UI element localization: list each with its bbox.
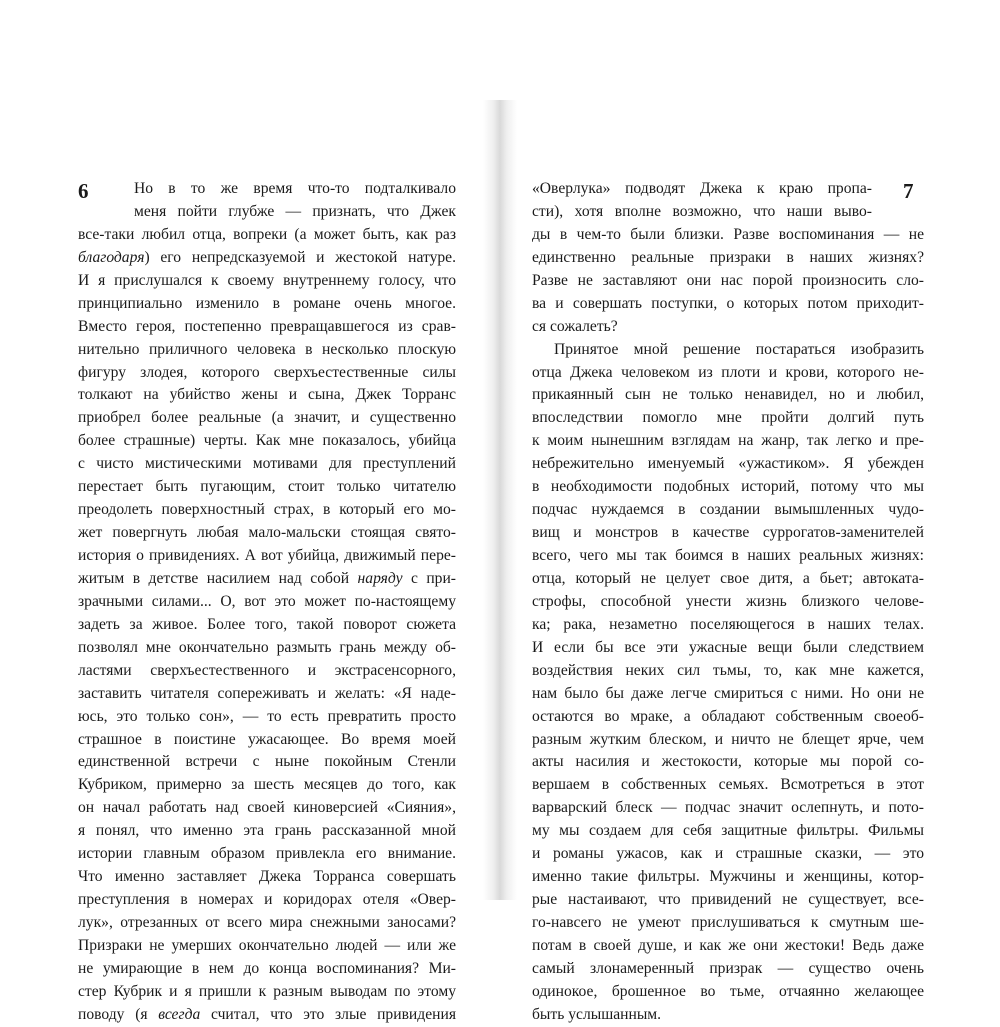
text-line: прикаянный сын не только ненавидел, но и любил, (532, 386, 924, 404)
text-line: Кубриком, примерно за шесть месяцев до того, как (78, 776, 456, 794)
text-line: все-таки любил отца, вопреки (а может быть, как раз (78, 225, 456, 243)
right-page-text (532, 178, 924, 1027)
text-line: жет повергнуть любая мало-мальски стоящая свято- (78, 524, 456, 542)
text-line: строфы, способной унести жизнь близкого челове- (532, 592, 924, 610)
text-line: преступления в номерах и коридорах отеля «Овер- (78, 891, 456, 909)
text-line: всего, чего мы так боимся в наших реальных жизнях: (532, 547, 924, 564)
book-gutter (483, 100, 517, 900)
text-line: остаются во мраке, а обладают собственным своеоб- (532, 707, 924, 725)
text-line: му мы создаем для себя защитные фильтры. Фильмы (532, 822, 924, 840)
text-line: нительно приличного человека в несколько плоскую (78, 340, 456, 358)
text-line: разным жутким блеском, и ничто не блещет ярче, чем (532, 730, 924, 748)
text-line: житым в детстве насилием над собой наряду с при- (78, 569, 456, 587)
text-line: благодаря) его непредсказуемой и жестокой натуре. (78, 248, 456, 266)
text-line: Разве не заставляют они нас порой произносить сло- (532, 271, 924, 289)
text-line: самый злонамеренный призрак — существо очень (532, 959, 924, 977)
text-line: единственно реальные призраки в наших жизнях? (532, 248, 924, 266)
text-line: толкают на убийство жены и сына, Джек Торранс (78, 386, 456, 404)
text-line: юсь, это только сон», — то есть превратить просто (78, 707, 456, 725)
text-line: отца, который не целует свое дитя, а бьет; автоката- (532, 569, 924, 587)
text-line: позволял мне окончательно размыть грань между об- (78, 638, 456, 656)
text-line: Вместо героя, постепенно превращавшегося из срав- (78, 317, 456, 335)
text-line: меня пойти глубже — признать, что Джек (134, 202, 456, 220)
text-line: ды в чем-то были близки. Разве воспоминания — не (532, 225, 924, 243)
text-line: ва и совершать поступки, о которых потом приходит- (532, 294, 924, 312)
text-line: поводу (я всегда считал, что это злые привидения (78, 1005, 456, 1023)
text-line: ластями сверхъестественного и экстрасенсорного, (78, 661, 456, 679)
text-line: ся сожалеть? (532, 317, 618, 335)
text-line: небрежительно именуемый «ужастиком». Я убежден (532, 455, 924, 473)
text-line: не умирающие в нем до конца воспоминания? Ми- (78, 959, 456, 977)
text-line: ка; рака, незаметно поселяющегося в наших телах. (532, 615, 924, 633)
text-line: рые настаивают, что привидений не существует, все- (532, 891, 924, 909)
text-line: история о привидениях. А вот убийца, движимый пере- (78, 547, 456, 564)
text-line: «Оверлука» подводят Джека к краю пропа- (532, 180, 872, 197)
text-line: преодолеть поверхностный страх, в который его мо- (78, 501, 456, 519)
text-line: нам было бы даже легче смириться с ними. Но они не (532, 684, 924, 702)
text-line: одинокое, брошенное во тьме, отчаянно желающее (532, 982, 924, 1000)
text-line: в необходимости подобных историй, потому что мы (532, 478, 924, 496)
right-page-number: 7 (903, 179, 914, 203)
text-line: стер Кубрик и я пришли к разным выводам по этому (78, 982, 456, 1000)
text-line: с чисто мистическими мотивами для преступлений (78, 455, 456, 473)
text-line: фигуру злодея, которого сверхъестественные силы (78, 363, 456, 381)
text-line: отца Джека человеком из плоти и крови, которого не- (532, 363, 924, 381)
text-line: сти), хотя вполне возможно, что наши выво- (532, 202, 872, 220)
text-line: быть услышанным. (532, 1005, 662, 1023)
text-line: именно такие фильтры. Мужчины и женщины, котор- (532, 868, 924, 886)
text-line: Но в то же время что-то подталкивало (134, 180, 456, 197)
text-line: подчас нуждаемся в создании вымышленных чудо- (532, 501, 924, 519)
text-line: задеть за живое. Более того, такой поворот сюжета (78, 615, 456, 633)
text-line: он начал работать над своей киноверсией «Сияния», (78, 799, 456, 817)
text-line: я понял, что именно эта грань рассказанной мной (78, 822, 456, 840)
text-line: потам в своей душе, и как же они жестоки! Ведь даже (532, 936, 924, 954)
text-line: заставить читателя сопереживать и желать: «Я наде- (78, 684, 456, 702)
text-line: варварский блеск — подчас значит ослепнуть, и пото- (532, 799, 924, 817)
text-line: лук», отрезанных от всего мира снежными заносами? (78, 914, 456, 931)
text-line: вершаем в собственных семьях. Всмотреться в этот (532, 776, 924, 794)
text-line: вищ и монстров в качестве суррогатов-заменителей (532, 524, 924, 542)
text-line: Что именно заставляет Джека Торранса совершать (78, 868, 456, 886)
text-line: единственной встречи с ныне покойным Стенли (78, 753, 456, 771)
text-line: приобрел более реальные (а значит, и существенно (78, 409, 456, 427)
text-line: истории главным образом привлекла его внимание. (78, 845, 456, 863)
left-page-number: 6 (78, 179, 89, 203)
text-line: го-навсего не умеют прислушиваться к смутным ше- (532, 914, 924, 931)
text-line: И я прислушался к своему внутреннему голосу, что (78, 271, 456, 289)
left-page-text (78, 178, 456, 1027)
text-line: воздействия неких сил тьмы, то, как мне кажется, (532, 661, 924, 679)
text-line: более страшные) черты. Как мне показалось, убийца (78, 432, 456, 450)
text-line: Принятое мной решение постараться изобразить (554, 340, 924, 358)
text-line: к моим нынешним взглядам на жанр, так легко и пре- (532, 432, 924, 450)
text-line: И если бы все эти ужасные вещи были следствием (532, 638, 924, 656)
text-line: Призраки не умерших окончательно людей — или же (78, 936, 456, 954)
text-line: принципиально изменило в романе очень многое. (78, 294, 456, 312)
text-line: страшное в поистине ужасающее. Во время моей (78, 730, 456, 748)
text-line: и романы ужасов, как и страшные сказки, — это (532, 845, 924, 863)
text-line: зрачными силами... О, вот это может по-настоящему (78, 592, 456, 610)
text-line: впоследствии помогло мне пройти долгий путь (532, 409, 924, 427)
text-line: перестает быть пугающим, стоит только читателю (78, 478, 456, 496)
text-line: акты насилия и жестокости, которые мы порой со- (532, 753, 924, 771)
